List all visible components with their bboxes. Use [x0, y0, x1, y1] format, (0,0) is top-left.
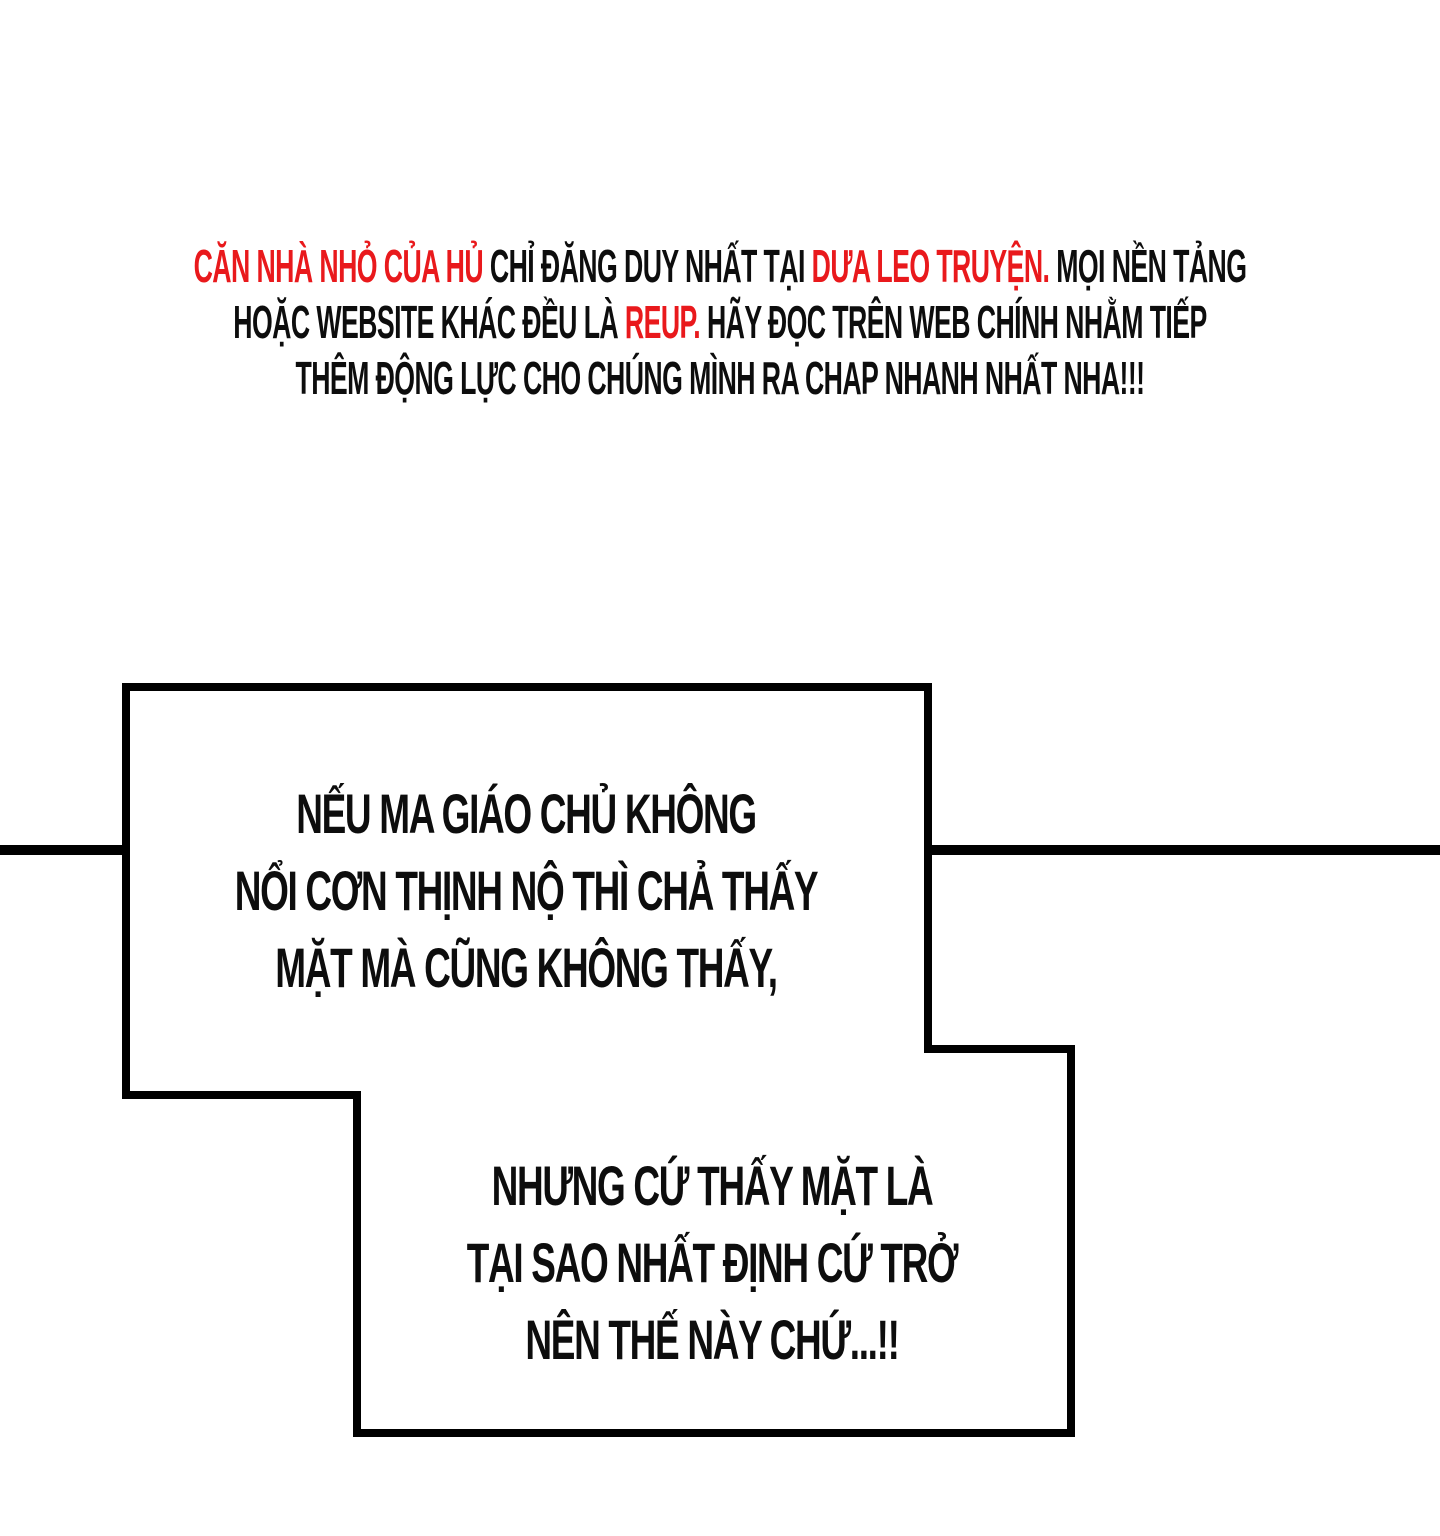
notice-brand-name: CĂN NHÀ NHỎ CỦA HỦ — [193, 240, 484, 292]
speech-line: NÊN THẾ NÀY CHỨ...!! — [525, 1308, 899, 1371]
notice-reup-word: REUP. — [624, 296, 701, 348]
speech-line: NHƯNG CỨ THẤY MẶT LÀ — [491, 1154, 933, 1217]
speech-line: MẶT MÀ CŨNG KHÔNG THẤY, — [275, 936, 777, 999]
translator-notice — [24, 238, 1416, 406]
notice-line-2 — [24, 294, 1416, 350]
speech-line: NẾU MA GIÁO CHỦ KHÔNG — [296, 782, 756, 845]
speech-bubble-2-text — [237, 1147, 1187, 1378]
notice-line-1 — [24, 238, 1416, 294]
notice-site-name: DƯA LEO TRUYỆN. — [811, 240, 1050, 292]
speech-bubble-1-text — [51, 775, 1001, 1006]
speech-line: NỔI CƠN THỊNH NỘ THÌ CHẢ THẤY — [234, 859, 818, 922]
notice-text: HOẶC WEBSITE KHÁC ĐỀU LÀ — [233, 296, 625, 348]
notice-text: MỌI NỀN TẢNG — [1049, 240, 1247, 292]
notice-text: CHỈ ĐĂNG DUY NHẤT TẠI — [483, 240, 812, 292]
notice-text: HÃY ĐỌC TRÊN WEB CHÍNH NHẰM TIẾP — [700, 296, 1207, 348]
speech-line: TẠI SAO NHẤT ĐỊNH CỨ TRỞ — [466, 1231, 958, 1294]
notice-text: THÊM ĐỘNG LỰC CHO CHÚNG MÌNH RA CHAP NHANH NHẤT NHA!!! — [295, 352, 1145, 404]
notice-line-3 — [24, 350, 1416, 406]
